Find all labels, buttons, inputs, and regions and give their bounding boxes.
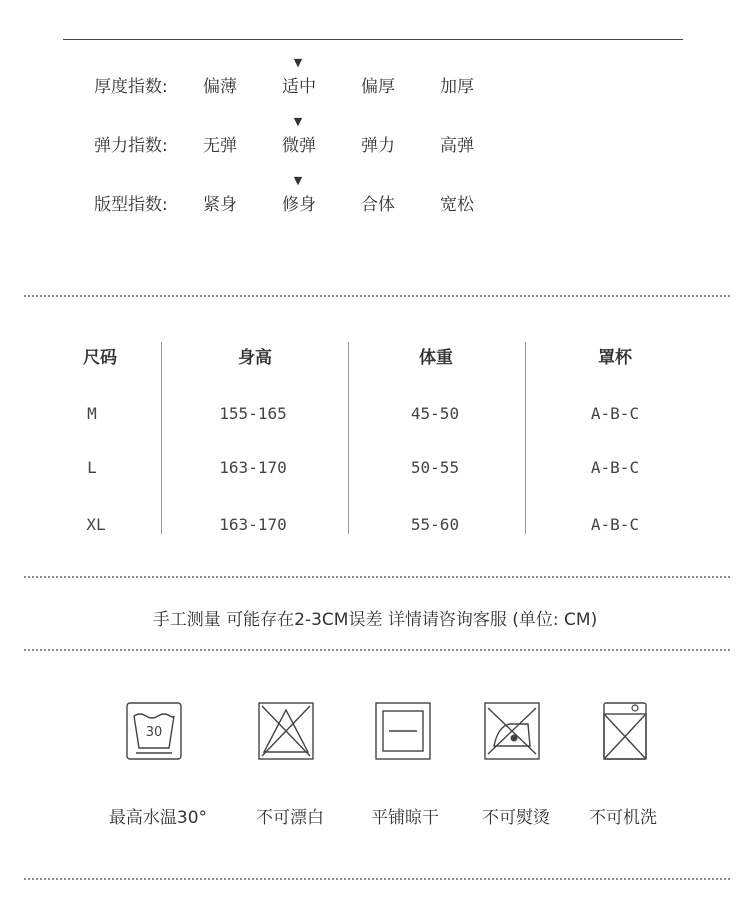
section-divider [24,878,730,880]
table-cell: 45-50 [410,404,460,423]
thickness-row [0,56,750,102]
section-divider [24,295,730,297]
table-cell: A-B-C [590,515,640,534]
table-cell: 163-170 [219,515,287,534]
column-divider [525,342,526,534]
section-divider [24,576,730,578]
selected-marker-icon: ▼ [293,56,303,69]
table-cell: M [87,404,97,423]
thickness-option: 加厚 [440,77,474,97]
header-height: 身高 [238,348,272,368]
header-cup: 罩杯 [598,348,632,368]
wash-temp-text: 30 [145,725,163,740]
thickness-option-selected: 适中 [282,77,316,97]
fit-option: 宽松 [440,195,474,215]
care-label-no-iron: 不可熨烫 [482,808,550,828]
dry-flat-icon [375,702,431,760]
elasticity-option: 无弹 [203,136,237,156]
fit-option: 合体 [361,195,395,215]
wash-30-icon [126,702,182,760]
care-label-dry-flat: 平铺晾干 [371,808,439,828]
header-weight: 体重 [419,348,453,368]
fit-row [0,174,750,220]
elasticity-option: 弹力 [361,136,395,156]
header-size: 尺码 [83,348,117,368]
no-iron-icon [484,702,540,760]
section-divider [24,649,730,651]
fit-option: 紧身 [203,195,237,215]
selected-marker-icon: ▼ [293,115,303,128]
elasticity-row [0,115,750,161]
table-cell: 163-170 [219,458,287,477]
care-label-wash: 最高水温30° [108,808,208,828]
selected-marker-icon: ▼ [293,174,303,187]
table-cell: XL [86,515,106,534]
thickness-label: 厚度指数: [94,77,168,97]
fit-option-selected: 修身 [282,195,316,215]
care-label-no-machine-wash: 不可机洗 [589,808,657,828]
table-cell: A-B-C [590,404,640,423]
table-cell: 155-165 [219,404,287,423]
table-cell: 50-55 [410,458,460,477]
no-machine-wash-icon [601,702,657,760]
thickness-option: 偏薄 [203,77,237,97]
thickness-option: 偏厚 [361,77,395,97]
column-divider [161,342,162,534]
top-divider [63,39,683,40]
care-label-no-bleach: 不可漂白 [256,808,324,828]
no-bleach-icon [258,702,314,760]
fit-label: 版型指数: [94,195,168,215]
measurement-note: 手工测量 可能存在2-3CM误差 详情请咨询客服 (单位: CM) [152,610,598,630]
table-cell: A-B-C [590,458,640,477]
table-cell: 55-60 [410,515,460,534]
elasticity-label: 弹力指数: [94,136,168,156]
table-cell: L [87,458,97,477]
elasticity-option: 高弹 [440,136,474,156]
column-divider [348,342,349,534]
elasticity-option-selected: 微弹 [282,136,316,156]
